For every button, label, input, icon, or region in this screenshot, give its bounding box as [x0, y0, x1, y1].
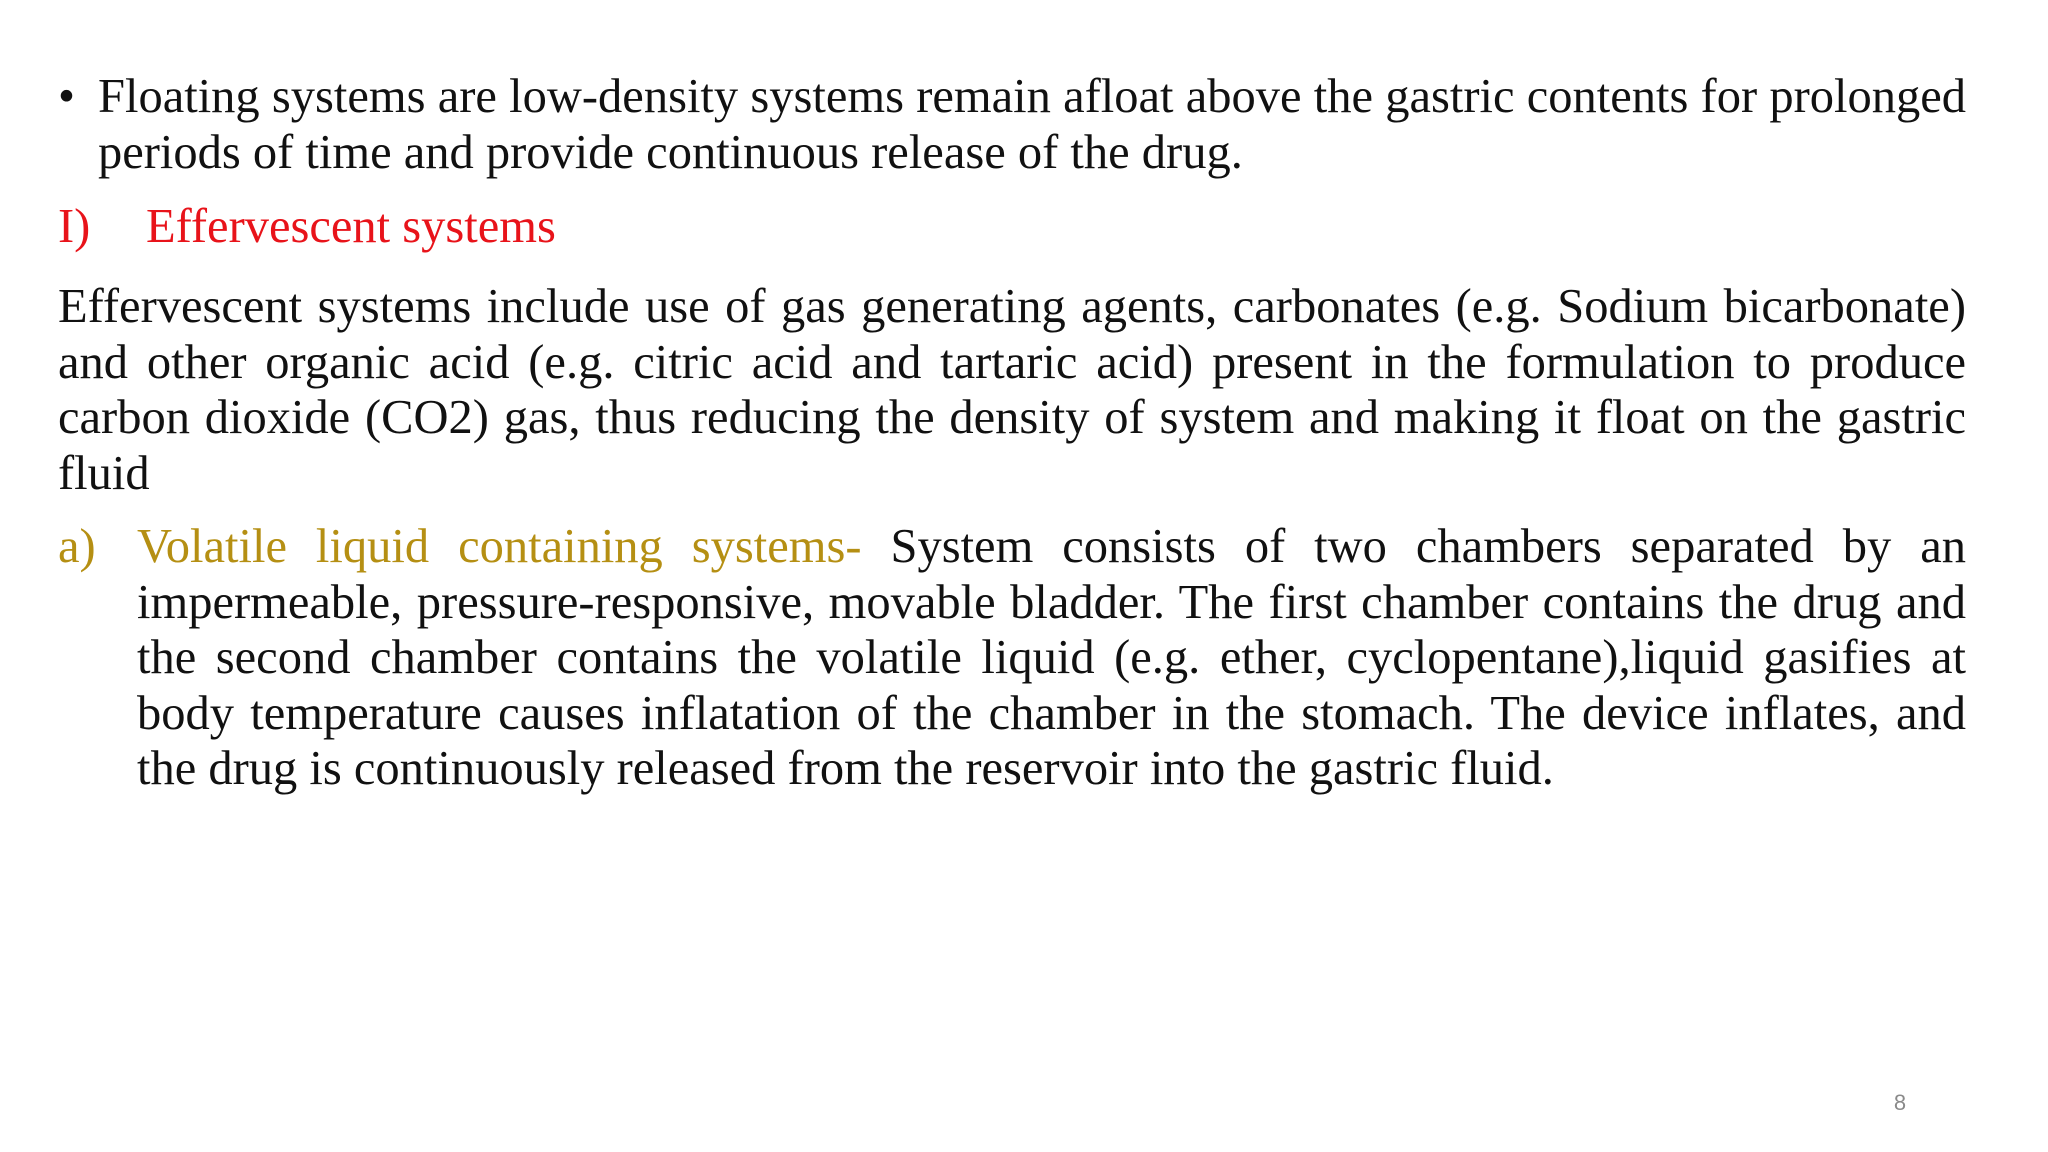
- sub-item-title: Volatile liquid containing systems-: [137, 520, 862, 573]
- section-body-paragraph: Effervescent systems include use of gas generating agents, carbonates (e.g. Sodium bicarbonate) and other organic acid (e.g. citric acid and tartaric acid) present in the formulation to produce carbon dioxide (CO2) gas, thus reducing the density of system and making it float on the gastric fluid: [58, 280, 1966, 500]
- section-heading-title: Effervescent systems: [146, 200, 556, 253]
- bullet-icon: •: [58, 70, 75, 123]
- page-number: 8: [1893, 1090, 1907, 1115]
- sub-item-paragraph: [58, 519, 1966, 797]
- sub-item-text: System consists of two chambers separated by an impermeable, pressure-responsive, movable bladder. The first chamber contains the drug and the second chamber contains the volatile liquid (e.g. ether, cyclopentane),liquid gasifies at body temperature causes inflatation of the chamber in the stomach. The device inflates, and the drug is continuously released from the reservoir into the gastric fluid.: [137, 520, 1966, 795]
- bullet-paragraph: [58, 69, 1966, 180]
- section-heading-number: I): [58, 200, 91, 253]
- bullet-text: Floating systems are low-density systems remain afloat above the gastric contents for prolonged periods of time and provide continuous release of the drug.: [98, 70, 1966, 179]
- sub-item-content: [137, 519, 1966, 797]
- sub-item-marker: a): [58, 520, 96, 573]
- section-heading: [58, 199, 1966, 255]
